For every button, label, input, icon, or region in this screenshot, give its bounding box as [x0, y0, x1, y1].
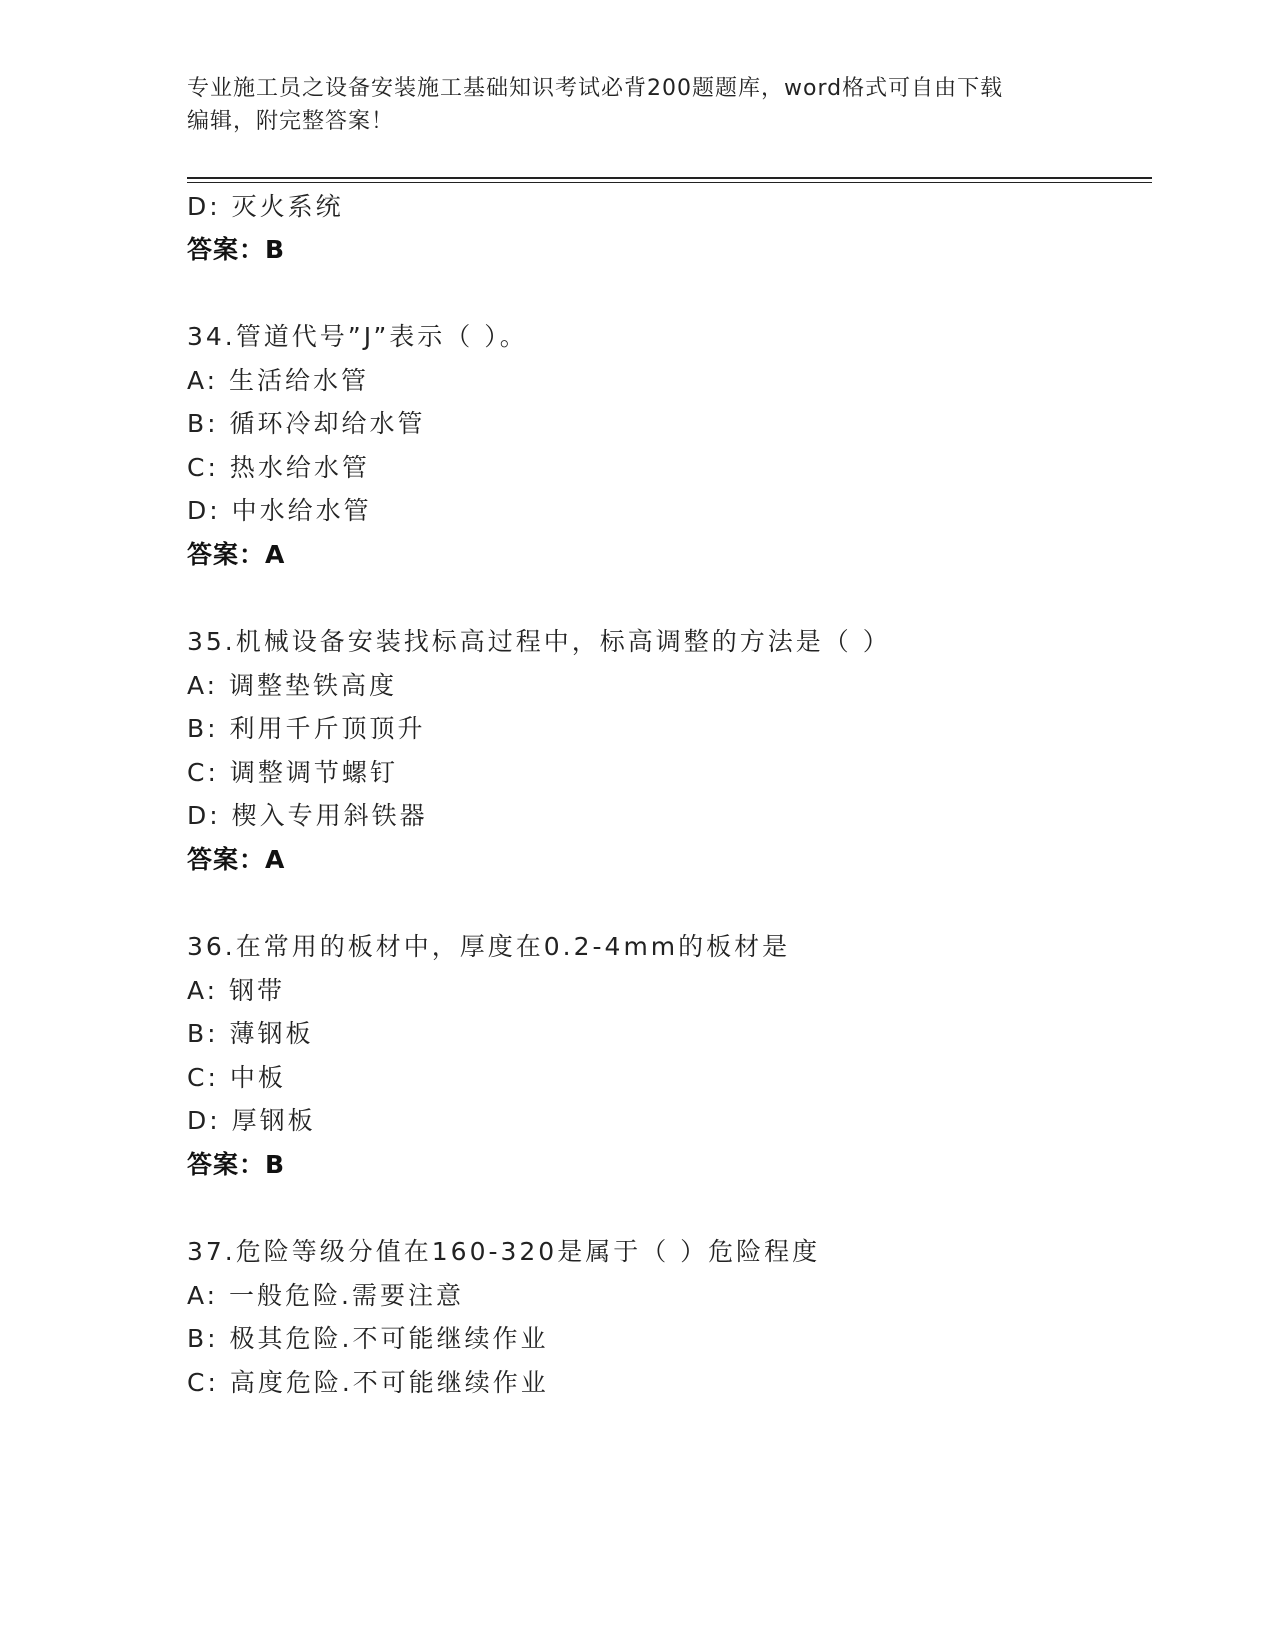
question-37-stem: 37.危险等级分值在160-320是属于（ ）危险程度 — [187, 1237, 821, 1266]
question-37-option-b: B: 极其危险.不可能继续作业 — [187, 1324, 549, 1353]
question-34-option-a: A: 生活给水管 — [187, 366, 370, 395]
question-35-option-d: D: 楔入专用斜铁器 — [187, 801, 428, 830]
header-title-line-2: 编辑，附完整答案！ — [187, 109, 395, 134]
document-header — [187, 72, 1087, 138]
question-35-answer: 答案：A — [187, 845, 286, 874]
question-36-option-b: B: 薄钢板 — [187, 1019, 314, 1048]
header-title-line-1: 专业施工员之设备安装施工基础知识考试必背200题题库，word格式可自由下载 — [187, 76, 1004, 101]
prev-answer: 答案：B — [187, 235, 286, 264]
question-35-option-a: A: 调整垫铁高度 — [187, 671, 398, 700]
question-34-answer: 答案：A — [187, 540, 286, 569]
question-36-option-a: A: 钢带 — [187, 976, 286, 1005]
question-35-stem: 35.机械设备安装找标高过程中，标高调整的方法是（ ） — [187, 627, 891, 656]
question-37-option-a: A: 一般危险.需要注意 — [187, 1281, 464, 1310]
question-35-option-b: B: 利用千斤顶顶升 — [187, 714, 426, 743]
question-34-option-b: B: 循环冷却给水管 — [187, 409, 426, 438]
question-34-stem: 34.管道代号”J”表示（ ）。 — [187, 322, 528, 351]
header-divider-thin — [187, 182, 1152, 183]
prev-option-d: D: 灭火系统 — [187, 192, 344, 221]
question-34-option-d: D: 中水给水管 — [187, 496, 372, 525]
question-36-answer: 答案：B — [187, 1150, 286, 1179]
question-36-option-c: C: 中板 — [187, 1063, 286, 1092]
question-36-option-d: D: 厚钢板 — [187, 1106, 316, 1135]
question-35-option-c: C: 调整调节螺钉 — [187, 758, 398, 787]
question-37-option-c: C: 高度危险.不可能继续作业 — [187, 1368, 549, 1397]
question-36-stem: 36.在常用的板材中，厚度在0.2-4mm的板材是 — [187, 932, 791, 961]
header-divider-thick — [187, 177, 1152, 179]
question-34-option-c: C: 热水给水管 — [187, 453, 370, 482]
